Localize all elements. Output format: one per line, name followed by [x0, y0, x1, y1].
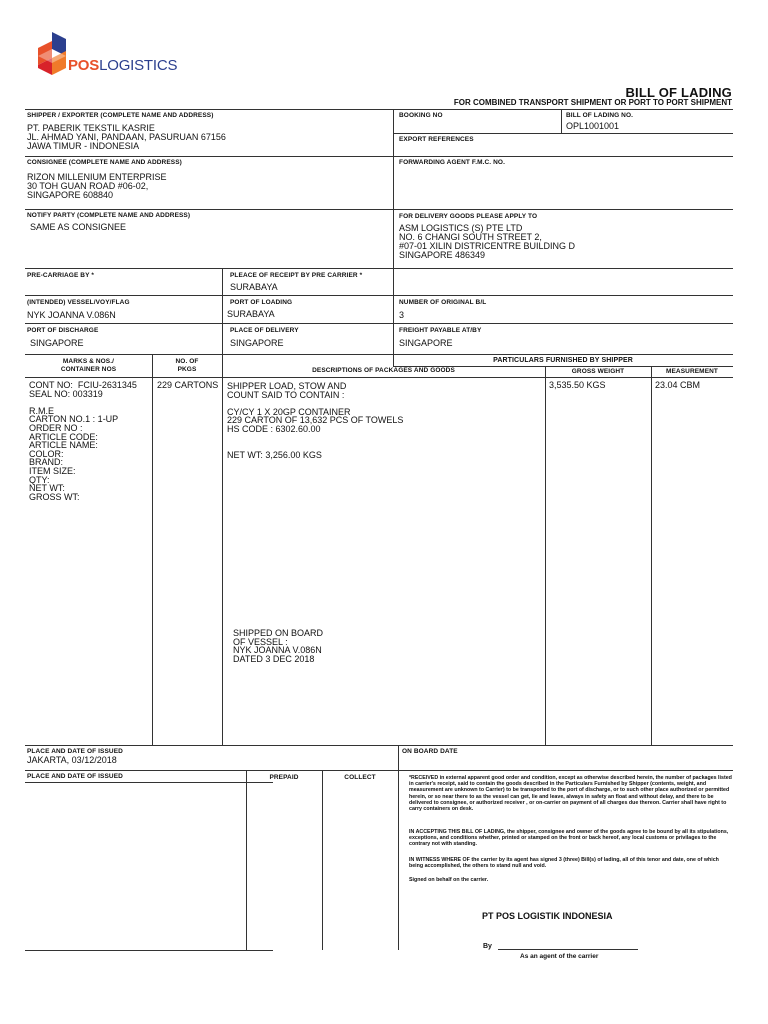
shipper-label: SHIPPER / EXPORTER (COMPLETE NAME AND ADDRESS) — [27, 112, 214, 119]
gross-weight-value: 3,535.50 KGS — [549, 380, 606, 390]
on-board-date-label: ON BOARD DATE — [402, 748, 458, 755]
freight-table-label: PLACE AND DATE OF ISSUED — [27, 773, 123, 780]
booking-no-label: BOOKING NO — [399, 112, 443, 119]
place-date-issued-value: JAKARTA, 03/12/2018 — [27, 755, 117, 765]
description-header: DESCRIPTIONS OF PACKAGES AND GOODS — [312, 367, 455, 374]
shipped-on-board-note: SHIPPED ON BOARD OF VESSEL : NYK JOANNA V.086N DATED 3 DEC 2018 — [233, 628, 324, 664]
place-of-receipt-value: SURABAYA — [230, 282, 278, 292]
port-of-loading-value: SURABAYA — [227, 309, 275, 319]
port-of-loading-label: PORT OF LOADING — [230, 299, 293, 306]
pkgs-header: NO. OF PKGS — [175, 358, 199, 373]
measurement-header: MEASUREMENT — [665, 368, 719, 375]
vessel-label: (INTENDED) VESSEL/VOY/FLAG — [27, 299, 130, 306]
terms-witness: IN WITNESS WHERE OF the carrier by its agent has signed 3 (three) Bill(s) of lading, all of this tenor and date, one of which being accomplished, the others to stand null and void. — [409, 857, 719, 870]
notify-party-label: NOTIFY PARTY (COMPLETE NAME AND ADDRESS) — [27, 212, 191, 219]
place-date-issued-label: PLACE AND DATE OF ISSUED — [27, 748, 123, 755]
export-references-label: EXPORT REFERENCES — [399, 136, 474, 143]
marks-header: MARKS & NOS./ CONTAINER NOS — [60, 358, 117, 373]
consignee-value: RIZON MILLENIUM ENTERPRISE 30 TOH GUAN ROAD #06-02, SINGAPORE 608840 — [27, 172, 167, 200]
original-bl-label: NUMBER OF ORIGINAL B/L — [399, 299, 487, 306]
place-of-delivery-value: SINGAPORE — [230, 338, 284, 348]
freight-payable-value: SINGAPORE — [399, 338, 453, 348]
consignee-label: CONSIGNEE (COMPLETE NAME AND ADDRESS) — [27, 159, 182, 166]
document-title: BILL OF LADING — [625, 85, 732, 100]
gross-weight-header: GROSS WEIGHT — [571, 368, 625, 375]
description-value: SHIPPER LOAD, STOW AND COUNT SAID TO CONTAIN : CY/CY 1 X 20GP CONTAINER 229 CARTON OF 13,632 PCS OF TOWELS HS CODE : 6302.60.00 NET WT: 3,256.00 KGS — [227, 381, 404, 460]
logo-text-bold: POS — [68, 57, 100, 74]
pos-logo-mark — [34, 30, 70, 82]
measurement-value: 23.04 CBM — [655, 380, 701, 390]
marks-value: CONT NO: FCIU-2631345 SEAL NO: 003319 R.M.E CARTON NO.1 : 1-UP ORDER NO : ARTICLE CODE: ARTICLE NAME: COLOR: BRAND: ITEM SIZE: QTY: NET WT: GROSS WT: — [29, 380, 137, 502]
prepaid-header: PREPAID — [269, 774, 299, 781]
freight-payable-label: FREIGHT PAYABLE AT/BY — [399, 327, 482, 334]
pre-carriage-label: PRE-CARRIAGE BY * — [27, 272, 94, 279]
document-subtitle: FOR COMBINED TRANSPORT SHIPMENT OR PORT TO PORT SHIPMENT — [453, 98, 732, 107]
particulars-header: PARTICULARS FURNISHED BY SHIPPER — [493, 357, 633, 364]
place-of-receipt-label: PLEACE OF RECEIPT BY PRE CARRIER * — [230, 272, 363, 279]
vessel-value: NYK JOANNA V.086N — [27, 310, 116, 320]
place-of-delivery-label: PLACE OF DELIVERY — [230, 327, 299, 334]
company-logo — [34, 30, 194, 82]
delivery-apply-value: ASM LOGISTICS (S) PTE LTD NO. 6 CHANGI SOUTH STREET 2, #07-01 XILIN DISTRICENTRE BUILDING D SINGAPORE 486349 — [399, 223, 576, 260]
pkgs-value: 229 CARTONS — [157, 380, 219, 390]
delivery-apply-label: FOR DELIVERY GOODS PLEASE APPLY TO — [399, 213, 538, 220]
terms-accepting: IN ACCEPTING THIS BILL OF LADING, the shipper, consignee and owner of the goods agree to be bound by all its stipulations, exceptions, and conditions whether, printed or stamped on the front or back hereof, any local customs or privilages to the contrary not with standing. — [409, 829, 729, 848]
by-label: By — [483, 943, 492, 950]
bl-no-label: BILL OF LADING NO. — [566, 112, 634, 119]
original-bl-value: 3 — [399, 310, 405, 320]
notify-party-value: SAME AS CONSIGNEE — [30, 222, 127, 232]
terms-signed: Signed on behalf on the carrier. — [409, 877, 489, 883]
agent-caption: As an agent of the carrier — [520, 953, 599, 960]
signature-line — [498, 949, 638, 950]
collect-header: COLLECT — [344, 774, 376, 781]
bl-no-value: OPL1001001 — [566, 121, 620, 131]
port-of-discharge-value: SINGAPORE — [30, 338, 84, 348]
port-of-discharge-label: PORT OF DISCHARGE — [27, 327, 99, 334]
terms-received: *RECEIVED in external apparent good order and condition, except as otherwise described herein, the number of packages listed in carrier's receipt, said to contain the goods described in the Particulars Furnished by Shipper (contents, weight, and measurement are unknown to Carrier) to be transported to the port of discharge, or to such other place authorized or permitted herein, or so near there to as the vessel can get, lie and leave, always in safety an float and without delay, and there to be delivered to consignee, or authorized receiver , or on-carrier on payment of all charges due thereon. Carrier shall have right to carry containers on desk. — [409, 775, 732, 813]
shipper-value: PT. PABERIK TEKSTIL KASRIE JL. AHMAD YANI, PANDAAN, PASURUAN 67156 JAWA TIMUR - INDONESIA — [27, 123, 226, 151]
carrier-company-name: PT POS LOGISTIK INDONESIA — [482, 911, 613, 921]
logo-text: LOGISTICS — [99, 57, 178, 74]
forwarding-agent-label: FORWARDING AGENT F.M.C. NO. — [399, 159, 505, 166]
